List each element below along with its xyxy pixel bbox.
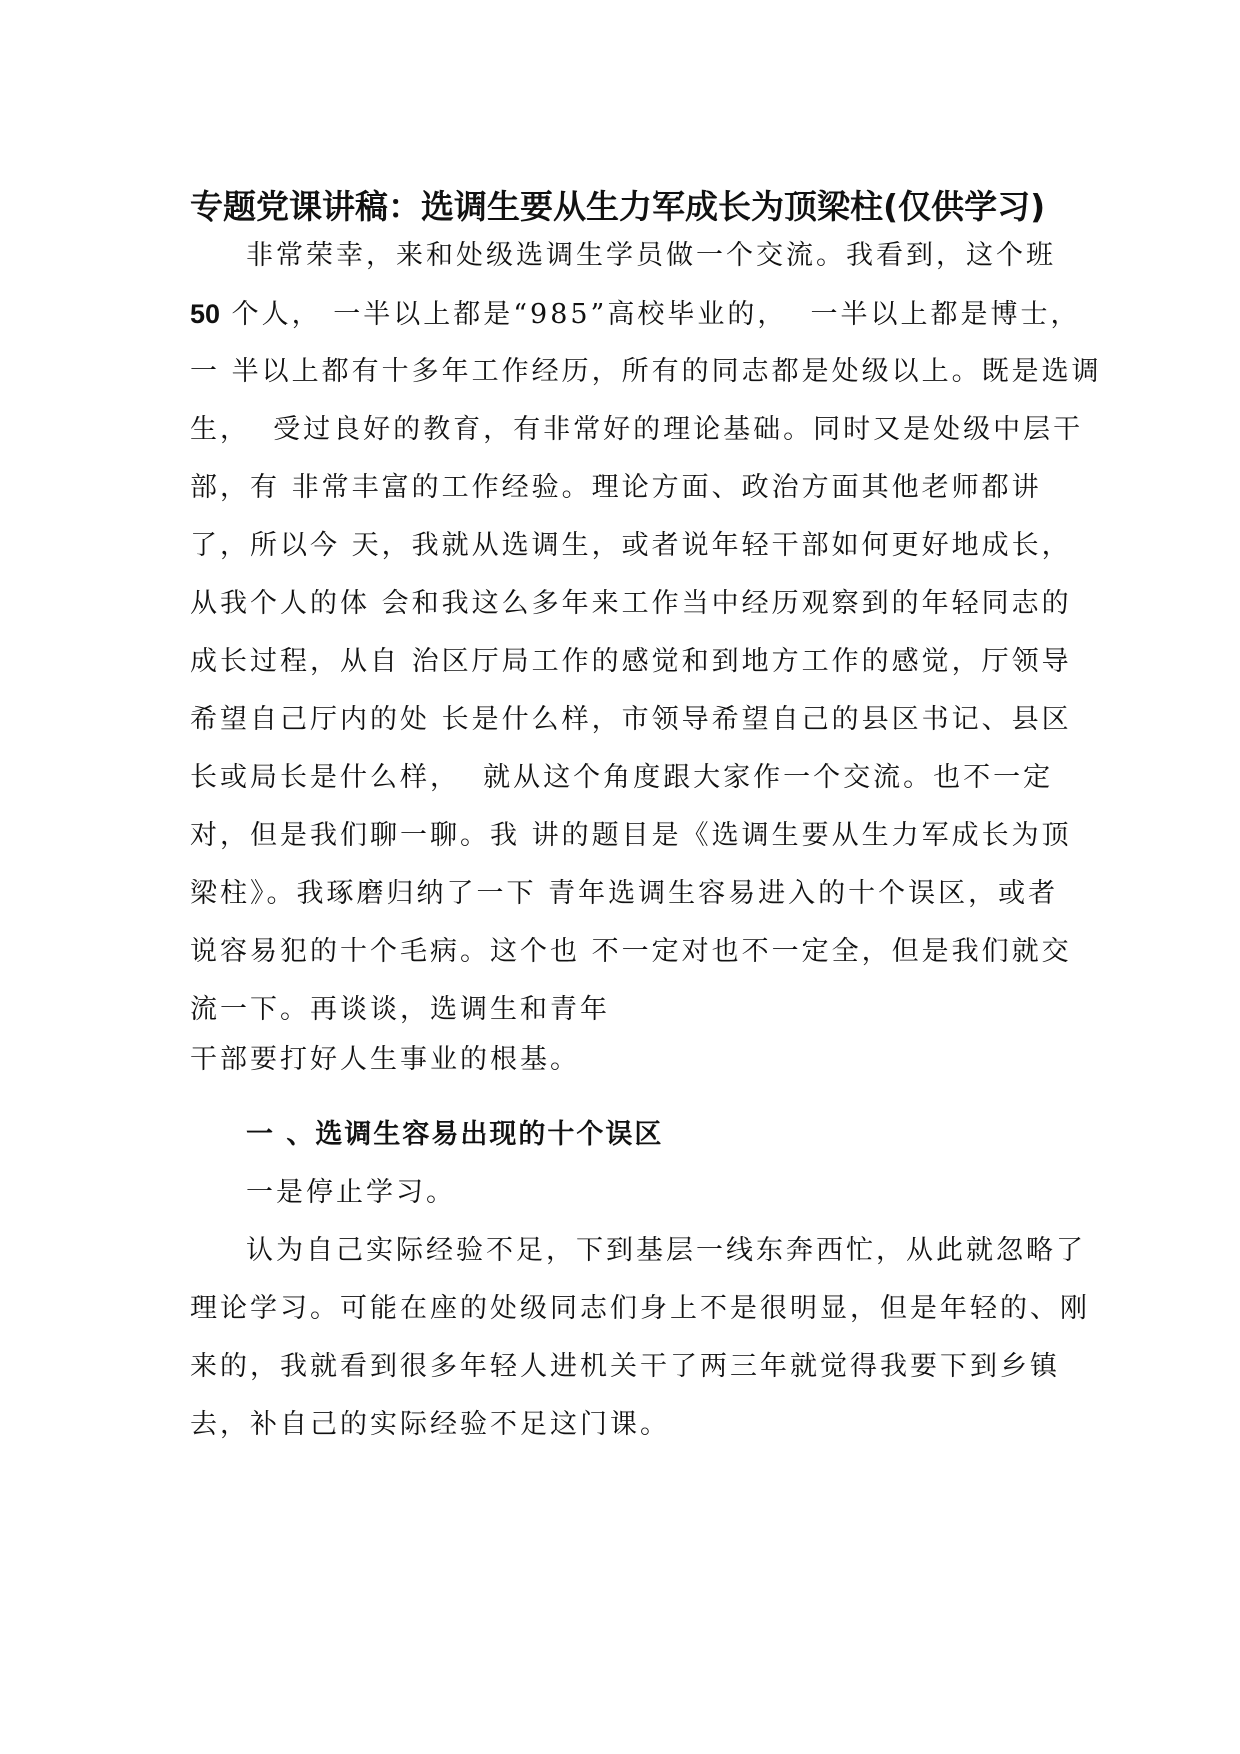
intro-line-3: 一 半以上都有十多年工作经历，所有的同志都是处级以上。既是选调 — [190, 356, 1102, 387]
intro-line-10: 长或局长是什么样， 就从这个角度跟大家作一个交流。也不一定 — [190, 762, 1054, 793]
item-1-paragraph-line-3: 来的，我就看到很多年轻人进机关干了两三年就觉得我要下到乡镇 — [190, 1351, 1060, 1382]
intro-line-2 — [190, 294, 1081, 335]
intro-line-5: 部，有 非常丰富的工作经验。理论方面、政治方面其他老师都讲 — [190, 472, 1042, 503]
intro-line-15: 干部要打好人生事业的根基。 — [190, 1044, 580, 1075]
intro-number: 50 — [190, 299, 221, 329]
intro-line-7: 从我个人的体 会和我这么多年来工作当中经历观察到的年轻同志的 — [190, 588, 1072, 619]
item-1-title: 一是停止学习。 — [246, 1177, 456, 1208]
intro-line-8: 成长过程，从自 治区厅局工作的感觉和到地方工作的感觉，厅领导 — [190, 646, 1072, 677]
intro-line-6: 了，所以今 天，我就从选调生，或者说年轻干部如何更好地成长， — [190, 530, 1072, 561]
intro-line-4: 生， 受过良好的教育，有非常好的理论基础。同时又是处级中层干 — [190, 414, 1084, 445]
intro-line-11: 对，但是我们聊一聊。我 讲的题目是《选调生要从生力军成长为顶 — [190, 820, 1072, 851]
document-title: 专题党课讲稿：选调生要从生力军成长为顶梁柱(仅供学习) — [190, 187, 1046, 226]
intro-line-2-text: 个人， 一半以上都是“985”高校毕业的， 一半以上都是博士， — [220, 299, 1081, 330]
intro-line-9: 希望自己厅内的处 长是什么样，市领导希望自己的县区书记、县区 — [190, 704, 1072, 735]
item-1-paragraph-line-2: 理论学习。可能在座的处级同志们身上不是很明显，但是年轻的、刚 — [190, 1293, 1090, 1324]
section-heading: 一 、选调生容易出现的十个误区 — [246, 1119, 664, 1150]
intro-line-1: 非常荣幸，来和处级选调生学员做一个交流。我看到，这个班 — [246, 240, 1056, 271]
item-1-paragraph-line-1: 认为自己实际经验不足，下到基层一线东奔西忙，从此就忽略了 — [246, 1235, 1086, 1266]
intro-line-14: 流一下。再谈谈，选调生和青年 — [190, 994, 610, 1025]
intro-line-12: 梁柱》。我琢磨归纳了一下 青年选调生容易进入的十个误区，或者 — [190, 878, 1059, 909]
intro-line-13: 说容易犯的十个毛病。这个也 不一定对也不一定全，但是我们就交 — [190, 936, 1072, 967]
item-1-paragraph-line-4: 去，补自己的实际经验不足这门课。 — [190, 1409, 670, 1440]
